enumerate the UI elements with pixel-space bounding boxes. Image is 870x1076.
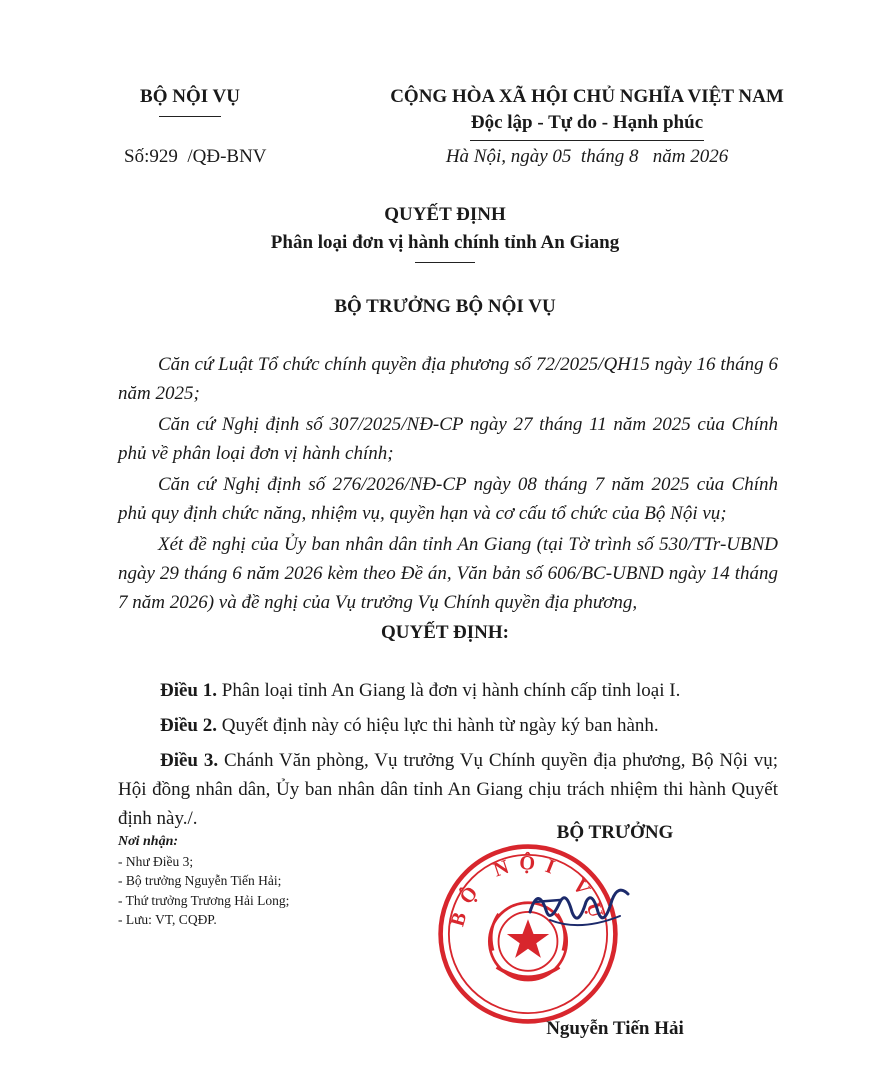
recipient-item: - Như Điều 3;	[118, 853, 194, 869]
preamble	[118, 350, 778, 619]
article-3	[118, 746, 778, 833]
agency-underline	[159, 116, 221, 117]
preamble-item: Căn cứ Nghị định số 276/2026/NĐ-CP ngày 08 tháng 7 năm 2025 của Chính phủ quy định chức năng, nhiệm vụ, quyền hạn và cơ cấu tổ chức của Bộ Nội vụ;	[118, 474, 778, 524]
number-value: 929	[149, 146, 178, 167]
preamble-item: Căn cứ Nghị định số 307/2025/NĐ-CP ngày 27 tháng 11 năm 2025 của Chính phủ về phân loại đơn vị hành chính;	[118, 414, 778, 464]
preamble-item: Xét đề nghị của Ủy ban nhân dân tỉnh An Giang (tại Tờ trình số 530/TTr-UBND ngày 29 tháng 6 năm 2026 kèm theo Đề án, Văn bản số 606/BC-UBND ngày 14 tháng 7 năm 2026) và đề nghị của Vụ trưởng Vụ Chính quyền địa phương,	[118, 534, 778, 613]
national-name: CỘNG HÒA XÃ HỘI CHỦ NGHĨA VIỆT NAM	[390, 86, 784, 107]
article-text: Chánh Văn phòng, Vụ trưởng Vụ Chính quyền địa phương, Bộ Nội vụ; Hội đồng nhân dân, Ủy ban nhân dân tỉnh An Giang chịu trách nhiệm thi hành Quyết định này./.	[118, 750, 778, 829]
preamble-item: Căn cứ Luật Tổ chức chính quyền địa phương số 72/2025/QH15 ngày 16 tháng 6 năm 2025;	[118, 354, 778, 404]
recipient-item: - Bộ trưởng Nguyễn Tiến Hải;	[118, 873, 282, 888]
issuing-agency-block	[110, 86, 270, 117]
date-day: 05	[552, 146, 572, 167]
article-text: Phân loại tỉnh An Giang là đơn vị hành chính cấp tỉnh loại I.	[221, 680, 681, 701]
recipients-heading: Nơi nhận:	[118, 834, 179, 849]
document-subtitle: Phân loại đơn vị hành chính tỉnh An Giang	[270, 232, 620, 253]
place-date	[372, 146, 802, 168]
decision-heading: QUYẾT ĐỊNH:	[381, 622, 509, 643]
place-label: Hà Nội, ngày	[445, 146, 548, 167]
document-number	[124, 146, 267, 168]
title-underline	[415, 262, 475, 263]
article-text: Quyết định này có hiệu lực thi hành từ ngày ký ban hành.	[221, 715, 659, 736]
national-motto: Độc lập - Tự do - Hạnh phúc	[470, 112, 704, 133]
year-label: năm	[652, 146, 686, 167]
emblem-ribbon	[497, 967, 560, 977]
signer-title: BỘ TRƯỞNG	[556, 822, 674, 843]
recipient-item: - Thứ trưởng Trương Hải Long;	[118, 892, 290, 908]
articles	[118, 676, 778, 839]
recipients-block	[118, 832, 289, 930]
recipient-item: - Lưu: VT, CQĐP.	[118, 912, 217, 927]
article-label: Điều 2.	[160, 715, 217, 736]
article-label: Điều 3.	[160, 750, 219, 771]
date-year: 2026	[690, 146, 729, 167]
article-label: Điều 1.	[160, 680, 217, 701]
article-2	[118, 711, 778, 740]
national-header	[372, 86, 802, 141]
document-title-block	[0, 204, 870, 263]
handwritten-signature-icon	[520, 872, 640, 942]
issuing-agency: BỘ NỘI VỤ	[140, 86, 240, 107]
seal-text: BỘ NỘI VỤ	[446, 852, 610, 929]
number-suffix: /QĐ-BNV	[187, 146, 267, 167]
document-title: QUYẾT ĐỊNH	[384, 204, 506, 225]
signer-name: Nguyễn Tiến Hải	[546, 1018, 684, 1039]
article-1	[118, 676, 778, 705]
issuing-authority: BỘ TRƯỞNG BỘ NỘI VỤ	[334, 296, 556, 317]
motto-underline	[470, 140, 704, 141]
month-label: tháng	[580, 146, 625, 167]
date-month: 8	[628, 146, 639, 167]
number-label: Số:	[124, 146, 150, 167]
